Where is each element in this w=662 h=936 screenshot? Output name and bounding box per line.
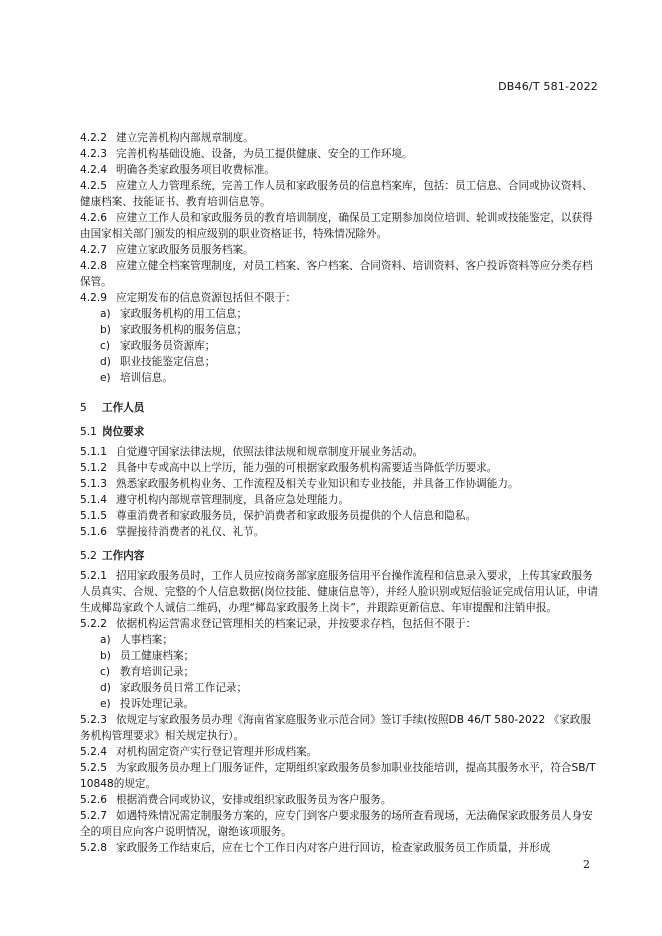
clause-text: 招用家政服务员时，工作人员应按商务部家庭服务信用平台操作流程和信息录入要求，上传其家政服务人员真实、合规、完整的个人信息数据(岗位技能、健康信息等），并经人脸识别或短信验证完成信用认证，申请生成椰岛家政个人诚信二维码，办理“椰岛家政服务上岗卡”，并跟踪更新信息、年审提醒和注销申报。 <box>80 570 598 614</box>
list-item-text: 家政服务机构的服务信息； <box>120 324 248 336</box>
clause-number: 4.2.5 <box>80 180 107 192</box>
clause-number: 5.1.3 <box>80 478 107 490</box>
list-item <box>80 322 600 338</box>
clause-text: 掌握接待消费者的礼仪、礼节。 <box>116 526 265 538</box>
list-item-label: d) <box>100 682 111 694</box>
clause-number: 4.2.7 <box>80 244 107 256</box>
clause-text: 应建立人力管理系统，完善工作人员和家政服务员的信息档案库，包括：员工信息、合同或协议资料、健康档案、技能证书、教育培训信息等。 <box>80 180 593 208</box>
clause-number: 5.2.6 <box>80 794 107 806</box>
clause-number: 4.2.2 <box>80 132 107 144</box>
clause-text: 对机构固定资产实行登记管理并形成档案。 <box>116 746 318 758</box>
clause <box>80 840 600 856</box>
clause-number: 5.1.5 <box>80 510 107 522</box>
list-item <box>80 370 600 386</box>
clause <box>80 162 600 178</box>
clause-number: 5.1.1 <box>80 446 107 458</box>
clause-number: 5.2.5 <box>80 762 107 774</box>
clause-number: 4.2.4 <box>80 164 107 176</box>
clause <box>80 178 600 210</box>
list-item <box>80 680 600 696</box>
clause <box>80 760 600 792</box>
clause <box>80 508 600 524</box>
clause-number: 5.2.7 <box>80 810 107 822</box>
section-heading <box>80 400 600 416</box>
clause-text: 明确各类家政服务项目收费标准。 <box>116 164 275 176</box>
clause-text: 如遇特殊情况需定制服务方案的，应专门到客户要求服务的场所查看现场，无法确保家政服务员人身安全的项目应向客户说明情况，谢绝该项服务。 <box>80 810 593 838</box>
clause-text: 遵守机构内部规章管理制度，具备应急处理能力。 <box>116 494 350 506</box>
list-item-label: c) <box>100 340 110 352</box>
list-item-label: a) <box>100 634 111 646</box>
clause-number: 5.2.4 <box>80 746 107 758</box>
clause-text: 应建立家政服务员服务档案。 <box>116 244 254 256</box>
list-item <box>80 338 600 354</box>
clause <box>80 616 600 632</box>
clause-number: 5.1.2 <box>80 462 107 474</box>
clause <box>80 146 600 162</box>
list-item <box>80 632 600 648</box>
page-number: 2 <box>583 858 590 871</box>
list-item-text: 培训信息。 <box>120 372 173 384</box>
list-item-label: d) <box>100 356 111 368</box>
list-item <box>80 648 600 664</box>
list-item-text: 投诉处理记录。 <box>120 698 195 710</box>
clause-number: 5.1.6 <box>80 526 107 538</box>
clause-text: 熟悉家政服务机构业务、工作流程及相关专业知识和专业技能，并具备工作协调能力。 <box>116 478 519 490</box>
list-item <box>80 696 600 712</box>
list-item-label: b) <box>100 324 111 336</box>
clause <box>80 568 600 616</box>
list-item-text: 家政服务机构的用工信息； <box>120 308 248 320</box>
clause <box>80 290 600 306</box>
clause-number: 4.2.3 <box>80 148 107 160</box>
clause <box>80 744 600 760</box>
clause <box>80 808 600 840</box>
document-code: DB46/T 581-2022 <box>498 80 598 93</box>
list-item-label: e) <box>100 698 111 710</box>
list-item-text: 家政服务员资源库； <box>120 340 216 352</box>
clause-text: 依规定与家政服务员办理《海南省家庭服务业示范合同》签订手续(按照DB 46/T 580-2022 《家政服务机构管理要求》相关规定执行）。 <box>80 714 591 742</box>
list-item <box>80 306 600 322</box>
clause-text: 为家政服务员办理上门服务证件，定期组织家政服务员参加职业技能培训，提高其服务水平，符合SB/T 10848的规定。 <box>80 762 596 790</box>
clause <box>80 130 600 146</box>
clause-text: 工作内容 <box>102 550 145 562</box>
clause <box>80 792 600 808</box>
list-item <box>80 664 600 680</box>
clause <box>80 524 600 540</box>
clause <box>80 242 600 258</box>
clause-number: 4.2.8 <box>80 260 107 272</box>
clause-number: 5 <box>80 402 87 414</box>
clause-text: 依据机构运营需求登记管理相关的档案记录，并按要求存档，包括但不限于： <box>116 618 477 630</box>
clause <box>80 476 600 492</box>
clause-text: 岗位要求 <box>102 426 145 438</box>
clause-number: 5.2.8 <box>80 842 107 854</box>
clause-text: 建立完善机构内部规章制度。 <box>116 132 254 144</box>
document-body <box>80 130 600 856</box>
clause-text: 应定期发布的信息资源包括但不限于： <box>116 292 297 304</box>
subsection-heading <box>80 424 600 440</box>
clause <box>80 210 600 242</box>
list-item-label: a) <box>100 308 111 320</box>
clause-text: 应建立健全档案管理制度，对员工档案、客户档案、合同资料、培训资料、客户投诉资料等应分类存档保管。 <box>80 260 593 288</box>
clause-number: 5.2 <box>80 550 97 562</box>
list-item-text: 员工健康档案； <box>120 650 195 662</box>
clause-text: 根据消费合同或协议，安排或组织家政服务员为客户服务。 <box>116 794 392 806</box>
list-item-label: b) <box>100 650 111 662</box>
list-item-text: 职业技能鉴定信息； <box>120 356 216 368</box>
clause <box>80 492 600 508</box>
clause <box>80 444 600 460</box>
clause-text: 具备中专或高中以上学历，能力强的可根据家政服务机构需要适当降低学历要求。 <box>116 462 498 474</box>
list-item-label: c) <box>100 666 110 678</box>
list-item-text: 人事档案； <box>120 634 173 646</box>
list-item-text: 教育培训记录； <box>120 666 195 678</box>
clause-text: 应建立工作人员和家政服务员的教育培训制度，确保员工定期参加岗位培训、轮训或技能鉴定，以获得由国家相关部门颁发的相应级别的职业资格证书，特殊情况除外。 <box>80 212 593 240</box>
clause-text: 自觉遵守国家法律法规，依照法律法规和规章制度开展业务活动。 <box>116 446 424 458</box>
clause-number: 4.2.6 <box>80 212 107 224</box>
clause <box>80 712 600 744</box>
list-item-label: e) <box>100 372 111 384</box>
list-item <box>80 354 600 370</box>
clause-text: 尊重消费者和家政服务员，保护消费者和家政服务员提供的个人信息和隐私。 <box>116 510 477 522</box>
clause-number: 5.1 <box>80 426 97 438</box>
clause <box>80 258 600 290</box>
clause-text: 工作人员 <box>102 402 145 414</box>
clause-number: 5.2.1 <box>80 570 107 582</box>
clause-number: 5.2.3 <box>80 714 107 726</box>
clause-number: 5.1.4 <box>80 494 107 506</box>
clause <box>80 460 600 476</box>
clause-text: 完善机构基础设施、设备，为员工提供健康、安全的工作环境。 <box>116 148 413 160</box>
clause-number: 5.2.2 <box>80 618 107 630</box>
clause-text: 家政服务工作结束后，应在七个工作日内对客户进行回访，检查家政服务员工作质量，并形成 <box>116 842 551 854</box>
clause-number: 4.2.9 <box>80 292 107 304</box>
list-item-text: 家政服务员日常工作记录； <box>120 682 248 694</box>
subsection-heading <box>80 548 600 564</box>
